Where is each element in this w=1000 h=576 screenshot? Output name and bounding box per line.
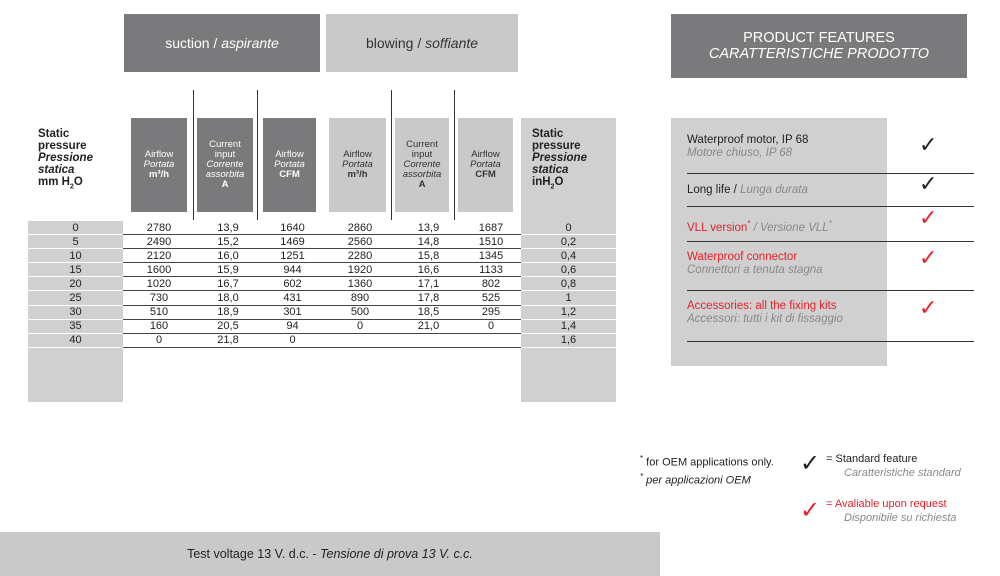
table-cell: 1640 [261, 221, 324, 235]
suction-header [124, 14, 320, 72]
check-icon: ✓ [919, 132, 938, 157]
feature-row [687, 171, 974, 207]
table-cell: 5 [28, 235, 123, 249]
feature-row [687, 128, 974, 174]
table-cell: 21,0 [396, 319, 461, 333]
table-cell: 17,1 [396, 277, 461, 291]
table-cell: 0 [28, 221, 123, 235]
blowing-header [326, 14, 518, 72]
text: pressure [38, 140, 87, 152]
feature-row [687, 291, 974, 342]
text: Tensione di prova 13 V. c.c. [320, 547, 473, 561]
suction-label: suction / [165, 35, 222, 51]
table-row [28, 291, 616, 305]
table-cell: 15,9 [195, 263, 261, 277]
table-cell: 0,8 [521, 277, 616, 291]
check-icon: ✓ [919, 245, 938, 270]
table-cell: 15 [28, 263, 123, 277]
text: Airflow [144, 149, 174, 160]
table-cell: 21,8 [195, 333, 261, 347]
airflow-cfm-suction-header [263, 118, 316, 212]
product-features-header [671, 14, 967, 78]
text: 2 [550, 183, 555, 191]
text: Motore chiuso, IP 68 [687, 147, 793, 159]
text: * [640, 454, 644, 463]
text: O [554, 176, 564, 188]
table-cell: 2280 [324, 249, 396, 263]
current-suction-header [197, 118, 253, 212]
text: / [750, 221, 761, 234]
performance-table [28, 221, 616, 348]
table-cell: 802 [461, 277, 521, 291]
table-cell: 1,2 [521, 305, 616, 319]
check-icon: ✓ [919, 205, 938, 230]
table-cell: 944 [261, 263, 324, 277]
airflow-m3h-suction-header [131, 118, 187, 212]
text: Accessories: all the fixing kits [687, 300, 837, 312]
table-row [28, 249, 616, 263]
text: Versione VLL [760, 221, 829, 234]
table-cell: 16,0 [195, 249, 261, 263]
table-cell: 30 [28, 305, 123, 319]
table-cell: 1469 [261, 235, 324, 249]
table-cell: 16,7 [195, 277, 261, 291]
table-cell: 160 [123, 319, 195, 333]
text: statica [38, 164, 75, 176]
current-blowing-header [395, 118, 449, 212]
text: inH [532, 176, 551, 188]
text: Test voltage 13 V. d.c. - [187, 547, 321, 561]
table-cell: 10 [28, 249, 123, 263]
standard-legend [826, 452, 961, 480]
text: Disponibile su richiesta [844, 512, 957, 524]
text: Portata [143, 159, 175, 170]
unit [38, 176, 93, 193]
text: assorbita [402, 169, 442, 180]
text: Portata [274, 159, 305, 170]
text: A [418, 179, 426, 190]
table-cell: 15,8 [396, 249, 461, 263]
text: Waterproof motor, IP 68 [687, 134, 809, 146]
text: Corrente [403, 159, 441, 170]
table-cell: 1510 [461, 235, 521, 249]
table-cell: 1133 [461, 263, 521, 277]
table-cell: 890 [324, 291, 396, 305]
table-row [28, 305, 616, 319]
table-cell: 94 [261, 319, 324, 333]
text: Airflow [471, 149, 500, 160]
text: m³/h [347, 169, 368, 180]
table-cell: 13,9 [195, 221, 261, 235]
text: * [640, 471, 644, 481]
table-cell: 1 [521, 291, 616, 305]
table-cell: 15,2 [195, 235, 261, 249]
text: pressure [532, 140, 581, 152]
table-row [28, 277, 616, 291]
table-cell: 0 [261, 333, 324, 347]
table-cell: 1,4 [521, 319, 616, 333]
text: O [73, 176, 83, 188]
table-cell: 2780 [123, 221, 195, 235]
text: Airflow [343, 149, 372, 160]
table-cell: 0 [521, 221, 616, 235]
text: assorbita [205, 169, 245, 180]
table-cell: 16,6 [396, 263, 461, 277]
table-cell: 1,6 [521, 333, 616, 347]
divider [193, 90, 194, 220]
text: Corrente [206, 159, 244, 170]
feature-row [687, 207, 974, 242]
text: CARATTERISTICHE PRODOTTO [708, 46, 930, 62]
unit [532, 176, 587, 193]
text: Airflow [275, 149, 304, 160]
request-legend [826, 497, 957, 525]
divider [391, 90, 392, 220]
table-cell: 1251 [261, 249, 324, 263]
feature-row [687, 242, 974, 291]
text: Current [209, 139, 241, 150]
divider [257, 90, 258, 220]
text: per applicazioni OEM [643, 474, 751, 487]
text: Pressione [38, 152, 93, 164]
table-row [28, 235, 616, 249]
text: statica [532, 164, 569, 176]
text: input [411, 149, 433, 160]
table-cell: 1360 [324, 277, 396, 291]
table-cell [324, 333, 396, 347]
static-pressure-in-header [532, 128, 587, 222]
table-cell: 2860 [324, 221, 396, 235]
test-voltage-footer [0, 532, 660, 576]
text: * [828, 219, 832, 228]
text: CFM [475, 169, 496, 180]
text: Portata [342, 159, 373, 170]
oem-footnote [640, 452, 774, 487]
table-cell: 40 [28, 333, 123, 347]
suction-label-it: aspirante [221, 35, 279, 51]
table-cell: 20 [28, 277, 123, 291]
table-cell: 730 [123, 291, 195, 305]
table-row [28, 319, 616, 333]
text: = Avaliable upon request [826, 498, 947, 510]
table-cell: 2560 [324, 235, 396, 249]
table-cell: 13,9 [396, 221, 461, 235]
airflow-cfm-blowing-header [458, 118, 513, 212]
text: m³/h [148, 169, 170, 180]
text: input [214, 149, 236, 160]
airflow-m3h-blowing-header [329, 118, 386, 212]
text: PRODUCT FEATURES [743, 30, 895, 46]
table-cell [396, 333, 461, 347]
text: Long life / [687, 184, 741, 196]
table-cell: 0,6 [521, 263, 616, 277]
blowing-label: blowing / [365, 35, 426, 51]
static-pressure-mm-header [38, 128, 93, 222]
table-cell: 17,8 [396, 291, 461, 305]
check-icon: ✓ [919, 171, 938, 196]
table-cell: 301 [261, 305, 324, 319]
table-cell: 500 [324, 305, 396, 319]
table-cell: 18,5 [396, 305, 461, 319]
table-row [28, 221, 616, 235]
table-cell: 0 [461, 319, 521, 333]
table-cell: 510 [123, 305, 195, 319]
text: Waterproof connector [687, 251, 798, 263]
text: Current [406, 139, 438, 150]
table-cell [461, 333, 521, 347]
table-cell: 602 [261, 277, 324, 291]
text: 2 [69, 183, 74, 191]
check-icon: ✓ [800, 497, 821, 524]
table-cell: 0,4 [521, 249, 616, 263]
table-cell: 1345 [461, 249, 521, 263]
check-icon: ✓ [919, 295, 938, 320]
text: CFM [279, 169, 300, 180]
table-cell: 18,0 [195, 291, 261, 305]
table-cell: 25 [28, 291, 123, 305]
table-cell: 1687 [461, 221, 521, 235]
text: Caratteristiche standard [844, 467, 961, 479]
text: = Standard feature [826, 453, 918, 465]
table-cell: 14,8 [396, 235, 461, 249]
text: Static [38, 128, 70, 140]
table-cell: 35 [28, 319, 123, 333]
table-cell: 525 [461, 291, 521, 305]
text: Static [532, 128, 564, 140]
table-cell: 2490 [123, 235, 195, 249]
text: Pressione [532, 152, 587, 164]
table-cell: 0 [123, 333, 195, 347]
table-cell: 18,9 [195, 305, 261, 319]
divider [454, 90, 455, 220]
table-cell: 1020 [123, 277, 195, 291]
table-cell: 0,2 [521, 235, 616, 249]
table-cell: 20,5 [195, 319, 261, 333]
text: Portata [470, 159, 501, 170]
text: Accessori: tutti i kit di fissaggio [687, 313, 843, 325]
text: Connettori a tenuta stagna [687, 264, 823, 276]
text: for OEM applications only. [643, 456, 774, 469]
blowing-label-it: soffiante [425, 35, 479, 51]
text: mm H [38, 176, 70, 188]
table-cell: 0 [324, 319, 396, 333]
table-row [28, 333, 616, 347]
text: A [221, 179, 229, 190]
text: Lunga durata [740, 184, 808, 196]
text: * [747, 219, 751, 228]
check-icon: ✓ [800, 450, 821, 477]
table-cell: 2120 [123, 249, 195, 263]
table-cell: 1920 [324, 263, 396, 277]
table-cell: 295 [461, 305, 521, 319]
table-cell: 431 [261, 291, 324, 305]
table-row [28, 263, 616, 277]
text: VLL version [687, 221, 748, 234]
table-cell: 1600 [123, 263, 195, 277]
